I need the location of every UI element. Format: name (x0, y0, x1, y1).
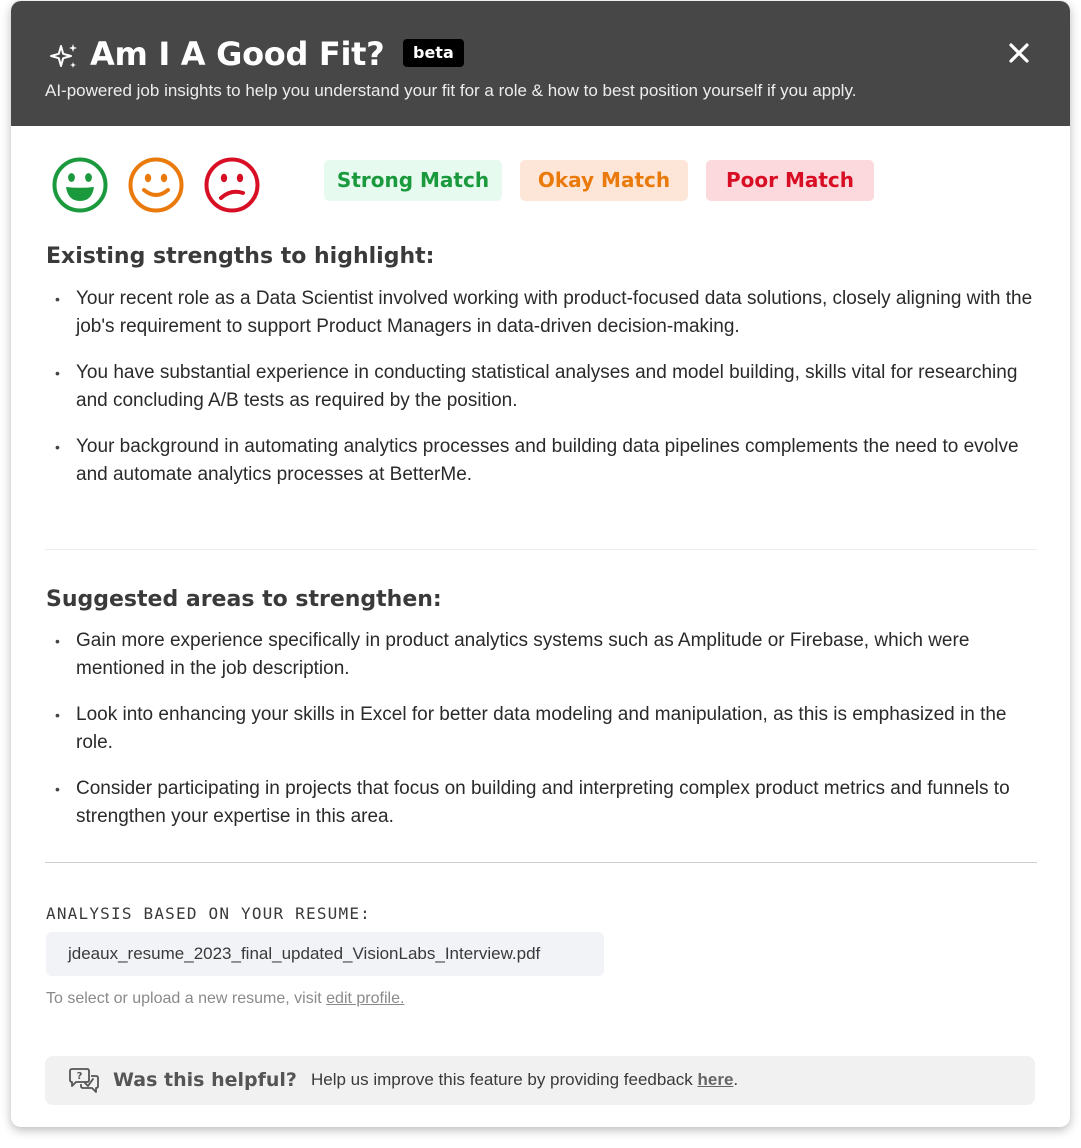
improvements-heading: Suggested areas to strengthen: (46, 587, 442, 612)
analysis-label: ANALYSIS BASED ON YOUR RESUME: (46, 904, 371, 923)
chat-bubbles-icon (67, 1067, 101, 1095)
list-item: • Look into enhancing your skills in Excel for better data modeling and manipulation, as this is emphasized in the role. (55, 701, 1040, 757)
list-item: • Consider participating in projects that focus on building and interpreting complex product metrics and funnels to strengthen your expertise in this area. (55, 775, 1040, 831)
strengths-list (55, 285, 1040, 507)
list-item: • You have substantial experience in conducting statistical analyses and model building, skills vital for researching and concluding A/B tests as required by the position. (55, 359, 1040, 415)
poor-match-badge: Poor Match (706, 160, 874, 201)
feedback-suffix: . (733, 1070, 739, 1089)
strengths-heading: Existing strengths to highlight: (46, 244, 435, 269)
sparkle-icon (48, 41, 80, 73)
improvements-list (55, 627, 1040, 849)
modal-subtitle: AI-powered job insights to help you understand your fit for a role & how to best position yourself if you apply. (45, 81, 857, 100)
list-item: • Your recent role as a Data Scientist involved working with product-focused data solutions, closely aligning with the job's requirement to support Product Managers in data-driven decision-making. (55, 285, 1040, 341)
section-divider (45, 862, 1037, 863)
svg-text:?: ? (76, 1071, 83, 1082)
happy-face-icon (51, 156, 109, 214)
good-fit-modal (11, 1, 1070, 1127)
feedback-prompt: Help us improve this feature by providing feedback (311, 1070, 698, 1089)
smile-face-icon (127, 156, 185, 214)
resume-filename: jdeaux_resume_2023_final_updated_VisionLabs_Interview.pdf (46, 932, 604, 976)
feedback-link[interactable]: here (697, 1070, 734, 1089)
upload-note-text: To select or upload a new resume, visit (46, 990, 327, 1007)
upload-note (46, 990, 404, 1008)
modal-header (11, 1, 1070, 126)
strong-match-badge: Strong Match (324, 160, 502, 201)
edit-profile-link[interactable]: edit profile. (326, 990, 405, 1007)
feedback-bar (45, 1056, 1035, 1105)
close-icon[interactable] (1008, 42, 1030, 64)
feedback-text (311, 1070, 738, 1090)
feedback-question: Was this helpful? (113, 1069, 297, 1091)
list-item: • Your background in automating analytics processes and building data pipelines complements the need to evolve and automate analytics processes at BetterMe. (55, 433, 1040, 489)
sad-face-icon (203, 156, 261, 214)
section-divider (45, 549, 1037, 550)
list-item: • Gain more experience specifically in product analytics systems such as Amplitude or Firebase, which were mentioned in the job description. (55, 627, 1040, 683)
okay-match-badge: Okay Match (520, 160, 688, 201)
beta-badge: beta (403, 39, 464, 67)
modal-title: Am I A Good Fit? (90, 35, 385, 73)
